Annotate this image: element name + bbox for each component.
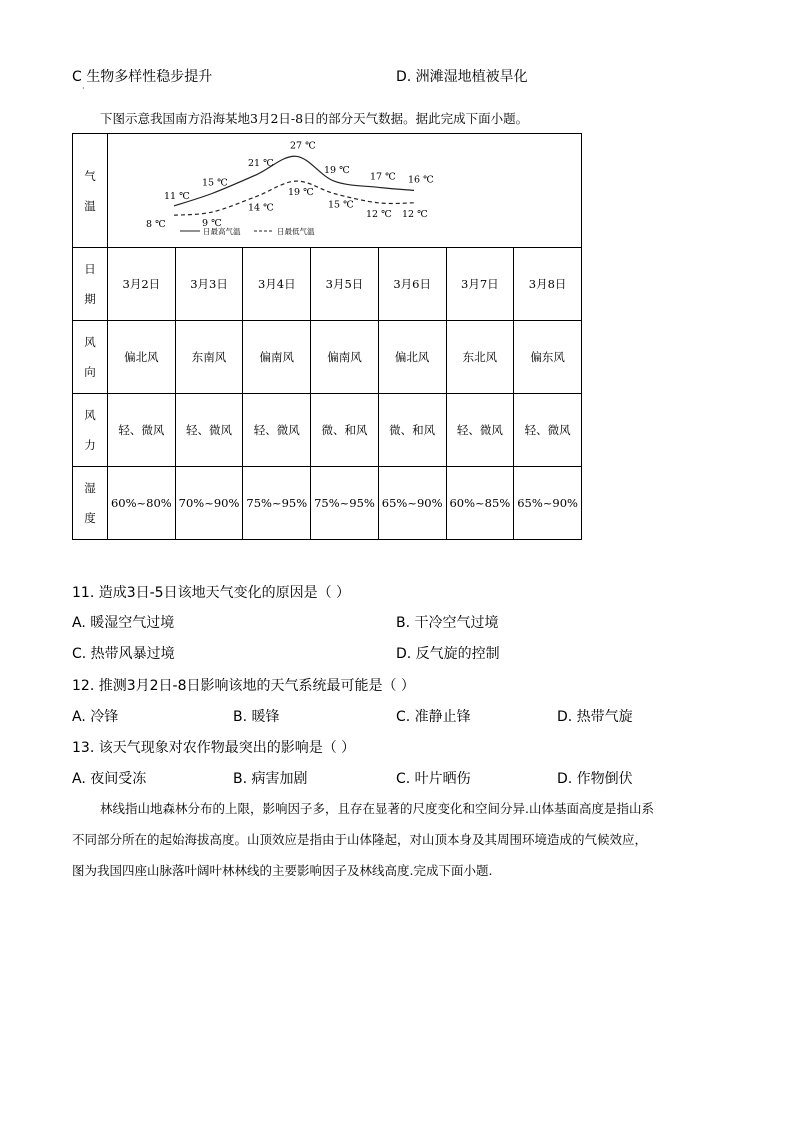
- high-temp-label: 19 ℃: [324, 165, 350, 177]
- option-d: D. 洲滩湿地植被旱化: [396, 69, 528, 85]
- weather-table: [72, 133, 582, 540]
- row-header-temp-2: 温: [84, 198, 96, 213]
- passage-line-1: 林线指山地森林分布的上限，影响因子多，且存在显著的尺度变化和空间分异.山体基面高度是指山系: [100, 801, 654, 816]
- question-11-option-a[interactable]: A. 暖湿空气过境: [72, 615, 175, 631]
- humidity-cell: 75%~95%: [243, 467, 311, 540]
- dot-mark: ·: [82, 84, 85, 93]
- question-12-option-b[interactable]: B. 暖锋: [233, 709, 280, 725]
- passage-line-3: 图为我国四座山脉落叶阔叶林林线的主要影响因子及林线高度.完成下面小题.: [72, 863, 493, 878]
- question-11-stem: 11. 造成3日-5日该地天气变化的原因是（ ）: [72, 585, 351, 601]
- temperature-chart-cell: [108, 134, 582, 248]
- question-12-option-c[interactable]: C. 准静止锋: [396, 709, 471, 725]
- question-12-option-d[interactable]: D. 热带气旋: [557, 709, 633, 725]
- legend-low-label: 日最低气温: [277, 227, 315, 236]
- date-cell: 3月8日: [514, 248, 582, 321]
- wind-force-cell: 轻、微风: [514, 394, 582, 467]
- row-header-temp-1: 气: [84, 168, 96, 183]
- question-13-option-a[interactable]: A. 夜间受冻: [72, 771, 147, 787]
- passage-line-2: 不同部分所在的起始海拔高度。山顶效应是指由于山体隆起，对山顶本身及其周围环境造成的气候效应，: [72, 832, 648, 847]
- row-header-date-2: 期: [84, 292, 96, 306]
- date-cell: 3月3日: [175, 248, 243, 321]
- low-temp-label: 9 ℃: [202, 218, 222, 230]
- wind-dir-cell: 偏北风: [378, 321, 446, 394]
- row-header-humidity-1: 湿: [84, 481, 96, 495]
- temperature-chart: [108, 134, 582, 247]
- row-header-wind-dir-2: 向: [84, 365, 96, 379]
- row-header-humidity: [73, 467, 108, 540]
- wind-force-cell: 微、和风: [311, 394, 379, 467]
- low-temp-label: 8 ℃: [146, 219, 166, 231]
- humidity-cell: 70%~90%: [175, 467, 243, 540]
- humidity-cell: 60%~80%: [108, 467, 176, 540]
- question-13-stem: 13. 该天气现象对农作物最突出的影响是（ ）: [72, 740, 356, 756]
- date-cell: 3月5日: [311, 248, 379, 321]
- high-temp-label: 27 ℃: [290, 140, 316, 152]
- row-header-wind-dir: [73, 321, 108, 394]
- row-header-wind-force: [73, 394, 108, 467]
- chart-legend: [180, 226, 315, 236]
- question-12-stem: 12. 推测3月2日-8日影响该地的天气系统最可能是（ ）: [72, 678, 415, 694]
- row-header-temp: [73, 134, 108, 248]
- question-11-option-d[interactable]: D. 反气旋的控制: [396, 646, 500, 662]
- low-temp-label: 15 ℃: [328, 199, 354, 211]
- row-header-wind-force-1: 风: [84, 408, 96, 422]
- row-header-wind-force-2: 力: [84, 438, 96, 452]
- question-11-option-b[interactable]: B. 干冷空气过境: [396, 615, 499, 631]
- row-header-date-1: 日: [84, 262, 96, 276]
- low-temp-label: 12 ℃: [402, 208, 428, 220]
- option-c: C 生物多样性稳步提升: [72, 69, 213, 85]
- question-12-option-a[interactable]: A. 冷锋: [72, 709, 119, 725]
- low-temp-label: 14 ℃: [248, 202, 274, 214]
- high-temp-label: 15 ℃: [202, 177, 228, 189]
- date-cell: 3月2日: [108, 248, 176, 321]
- wind-dir-cell: 偏东风: [514, 321, 582, 394]
- question-11-option-c[interactable]: C. 热带风暴过境: [72, 646, 175, 662]
- humidity-cell: 75%~95%: [311, 467, 379, 540]
- wind-force-cell: 微、和风: [378, 394, 446, 467]
- date-cell: 3月4日: [243, 248, 311, 321]
- high-temp-label: 21 ℃: [248, 157, 274, 169]
- question-13-option-d[interactable]: D. 作物倒伏: [557, 771, 633, 787]
- row-header-wind-dir-1: 风: [84, 335, 96, 349]
- wind-dir-cell: 东南风: [175, 321, 243, 394]
- low-temp-label: 12 ℃: [366, 208, 392, 220]
- wind-dir-cell: 偏南风: [243, 321, 311, 394]
- low-temp-label: 19 ℃: [288, 187, 314, 199]
- humidity-cell: 65%~90%: [514, 467, 582, 540]
- humidity-cell: 65%~90%: [378, 467, 446, 540]
- wind-force-cell: 轻、微风: [243, 394, 311, 467]
- row-header-humidity-2: 度: [84, 511, 96, 525]
- row-header-date: [73, 248, 108, 321]
- wind-dir-cell: 东北风: [446, 321, 514, 394]
- high-temp-label: 16 ℃: [408, 174, 434, 186]
- question-13-option-b[interactable]: B. 病害加剧: [233, 771, 308, 787]
- date-cell: 3月6日: [378, 248, 446, 321]
- question-13-option-c[interactable]: C. 叶片晒伤: [396, 771, 471, 787]
- high-temp-label: 17 ℃: [370, 171, 396, 183]
- wind-force-cell: 轻、微风: [446, 394, 514, 467]
- date-cell: 3月7日: [446, 248, 514, 321]
- humidity-cell: 60%~85%: [446, 467, 514, 540]
- wind-force-cell: 轻、微风: [108, 394, 176, 467]
- high-temp-label: 11 ℃: [164, 190, 190, 202]
- wind-dir-cell: 偏北风: [108, 321, 176, 394]
- intro-text: 下图示意我国南方沿海某地3月2日-8日的部分天气数据。据此完成下面小题。: [100, 111, 529, 126]
- wind-dir-cell: 偏南风: [311, 321, 379, 394]
- wind-force-cell: 轻、微风: [175, 394, 243, 467]
- legend-high-label: 日最高气温: [203, 227, 241, 236]
